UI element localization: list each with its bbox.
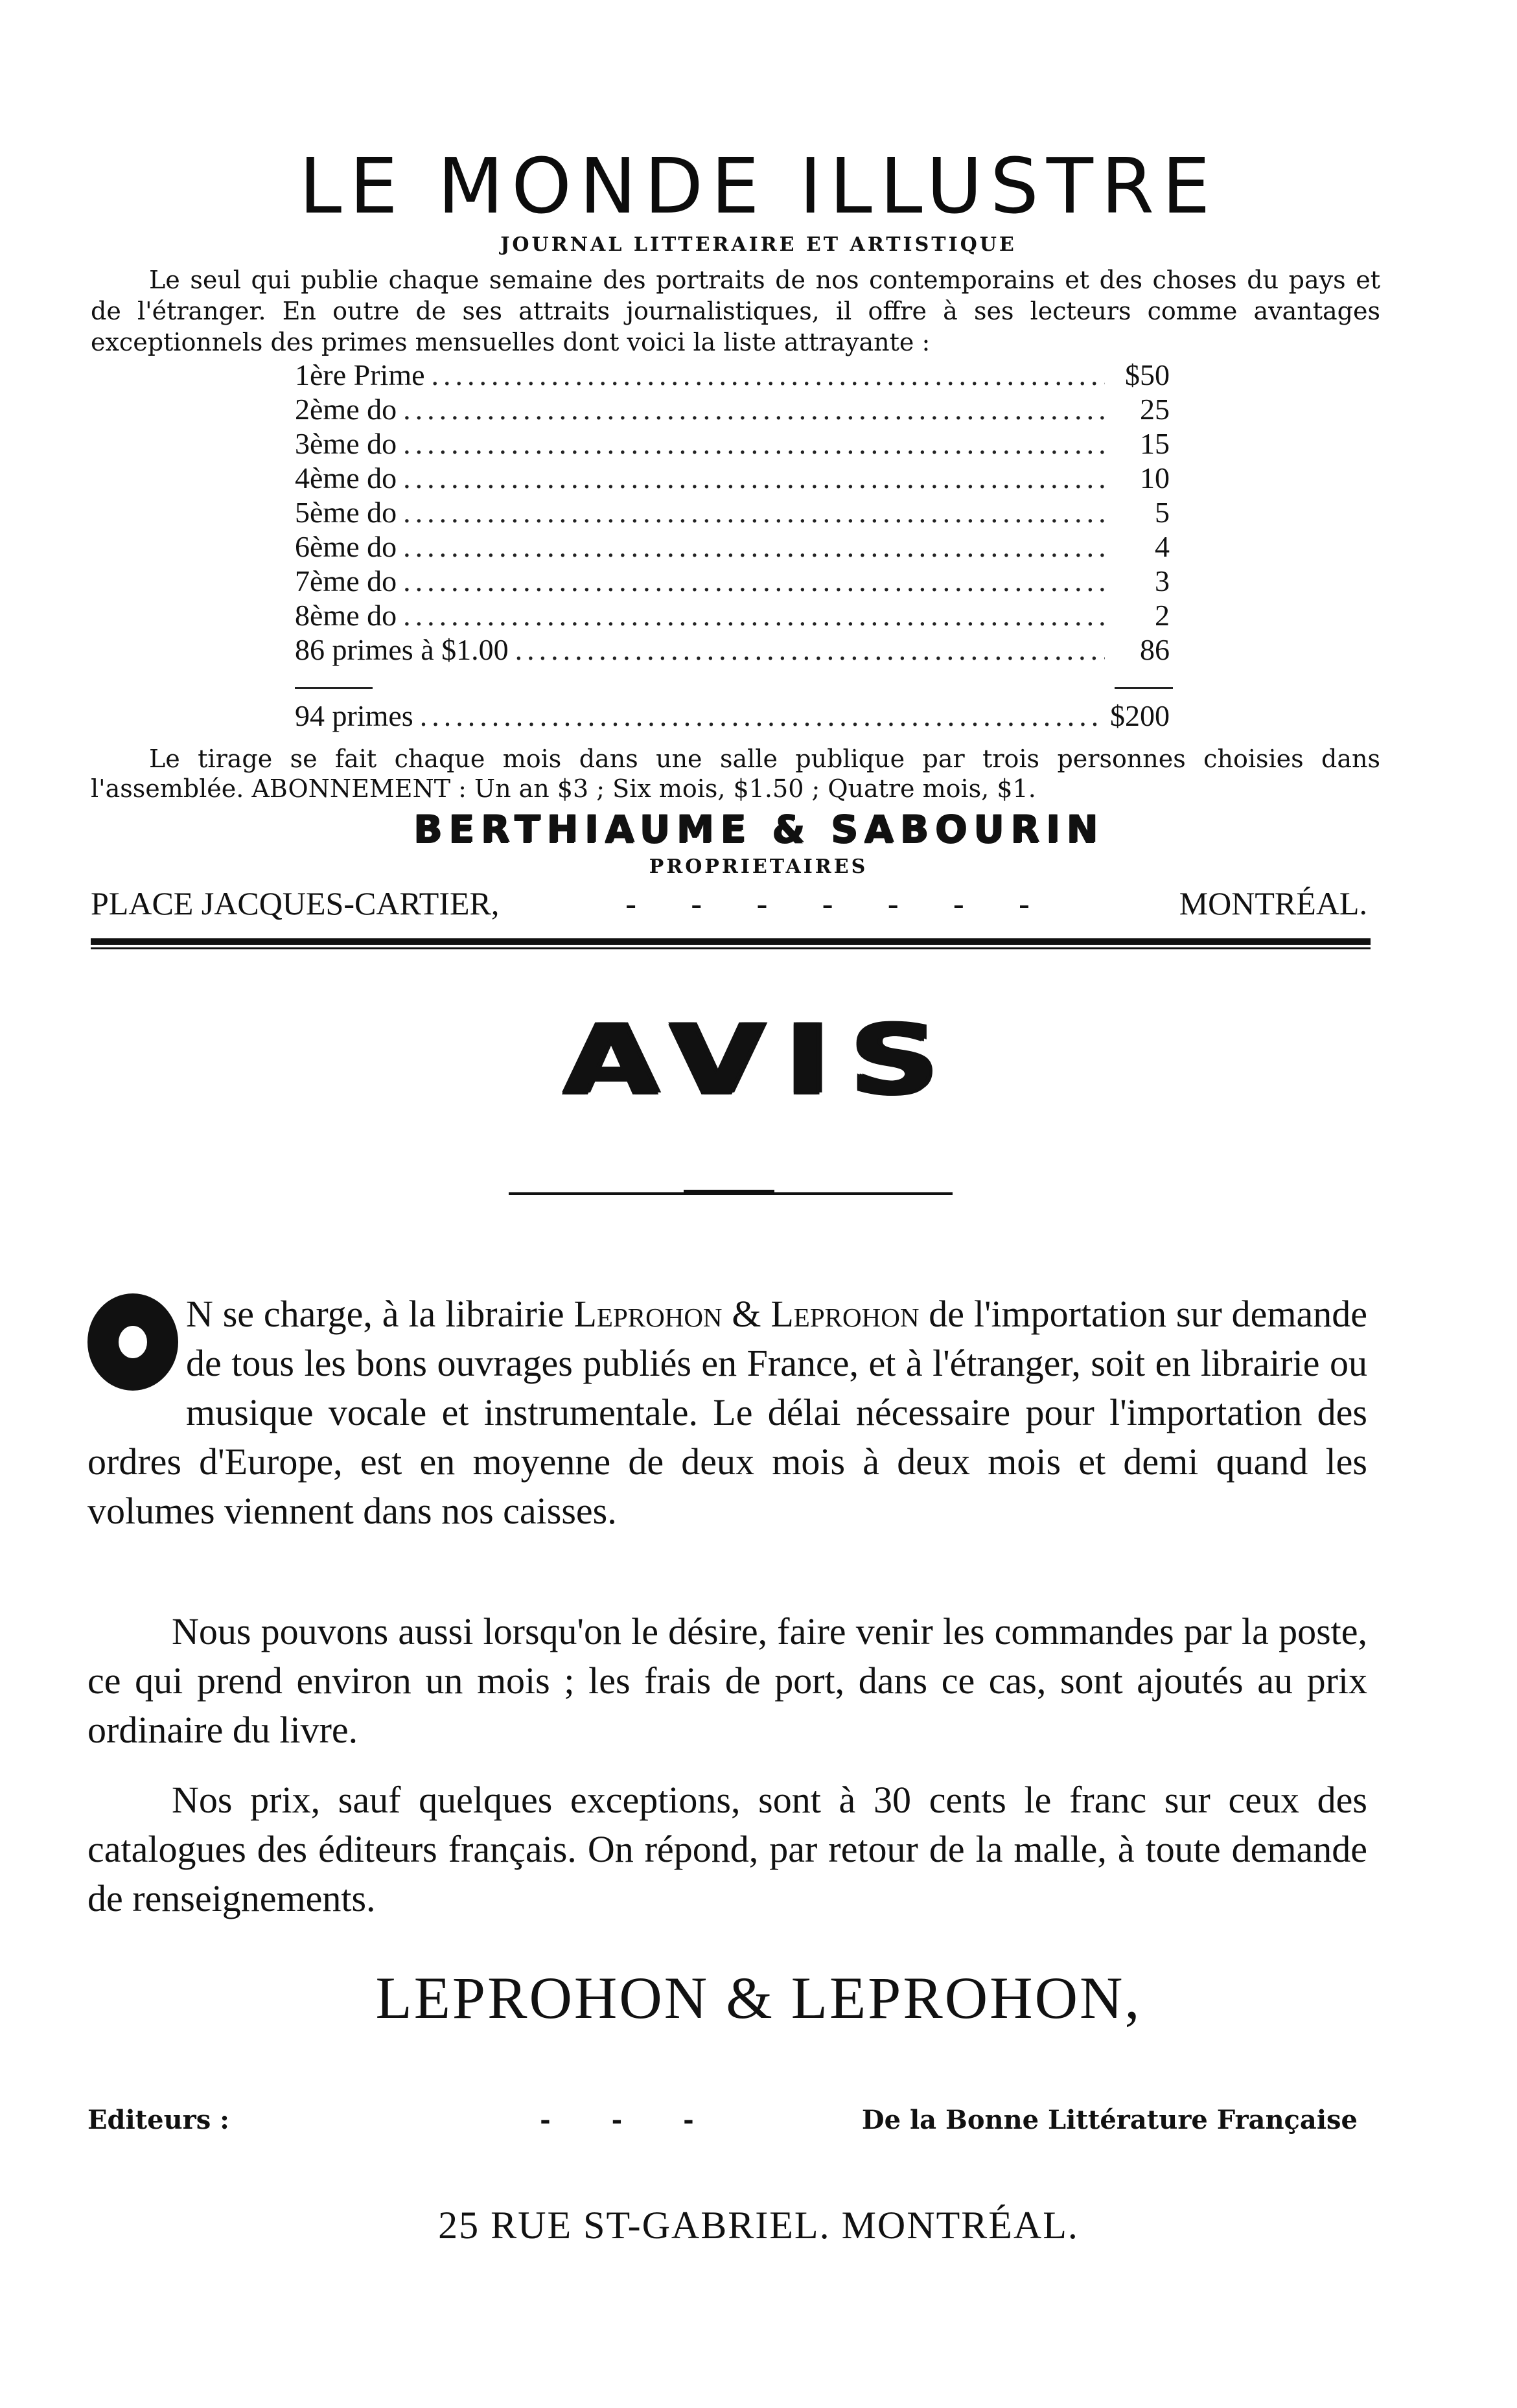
ad-place: PLACE JACQUES-CARTIER, xyxy=(91,885,500,921)
prize-label: 8ème do xyxy=(295,599,397,632)
prize-amount: 2 xyxy=(1155,599,1170,632)
prize-amount: 25 xyxy=(1140,393,1170,426)
notice-paragraph-1 xyxy=(87,1290,1367,1536)
dot-leader xyxy=(403,426,1105,461)
prize-row xyxy=(295,564,1170,598)
prize-label: 1ère Prime xyxy=(295,358,425,391)
prize-amount: 3 xyxy=(1155,564,1170,597)
prize-amount: $50 xyxy=(1125,358,1170,391)
section-divider-thick xyxy=(91,938,1371,947)
prize-row xyxy=(295,598,1170,632)
para1-rest: de l'importation sur demande de tous les bons ouvrages publiés en France, et à l'étranger, soit en librairie ou musique vocale et instrumentale. Le délai nécessaire pour l'importation des ordres d'Europe, est en moyenne de deux mois à deux mois et demi quand les volumes viennent dans nos caisses. xyxy=(87,1293,1368,1532)
editors-label: Editeurs : xyxy=(87,2105,229,2135)
prize-row xyxy=(295,358,1170,392)
dot-leader xyxy=(420,699,1104,733)
dot-leader xyxy=(403,392,1105,426)
ad-intro-paragraph: Le seul qui publie chaque semaine des portraits de nos contemporains et des choses du pays et de l'étranger. En outre de ses attraits journalistiques, il offre à ses lecteurs comme avantages exceptionnels des primes mensuelles dont voici la liste attrayante : xyxy=(91,266,1380,356)
prize-total-label: 94 primes xyxy=(295,699,413,732)
signature: LEPROHON & LEPROHON, xyxy=(375,1965,1142,2031)
dot-leader xyxy=(403,598,1105,632)
section-divider-thin xyxy=(91,947,1371,949)
avis-title: AVIS xyxy=(561,1003,956,1115)
editors-row xyxy=(87,2105,1358,2135)
dot-leader xyxy=(403,529,1105,564)
prize-amount: 4 xyxy=(1155,530,1170,563)
prize-label: 6ème do xyxy=(295,530,397,563)
notice-paragraph-2: Nous pouvons aussi lorsqu'on le désire, faire venir les commandes par la poste, ce qui prend environ un mois ; les frais de port, dans ce cas, sont ajoutés au prix ordinaire du livre. xyxy=(87,1610,1367,1751)
ad-subtitle: JOURNAL LITTERAIRE ET ARTISTIQUE xyxy=(500,233,1017,256)
editors-dashes: - - - xyxy=(540,2105,720,2135)
dot-leader xyxy=(403,495,1105,529)
prize-total xyxy=(295,699,1170,733)
notice-paragraph-3: Nos prix, sauf quelques exceptions, sont à 30 cents le franc sur ceux des catalogues des éditeurs français. On répond, par retour de la malle, à toute demande de renseignements. xyxy=(87,1779,1367,1919)
prize-row xyxy=(295,426,1170,461)
prize-label: 5ème do xyxy=(295,496,397,529)
prize-label: 4ème do xyxy=(295,461,397,494)
prize-row xyxy=(295,392,1170,426)
prize-amount: 86 xyxy=(1140,633,1170,666)
avis-rule-ornament xyxy=(684,1190,774,1195)
firm-name: Leprohon xyxy=(770,1293,920,1335)
ad-city: MONTRÉAL. xyxy=(1179,885,1367,921)
prize-row xyxy=(295,461,1170,495)
para1-start: N se charge, à la librairie xyxy=(186,1293,574,1335)
editors-tagline: De la Bonne Littérature Française xyxy=(861,2105,1358,2135)
dropcap-ornament xyxy=(87,1293,178,1391)
prize-total-amount: $200 xyxy=(1110,699,1170,732)
ad-title: LE MONDE ILLUSTRE xyxy=(299,141,1218,231)
ad-publishers-role: PROPRIETAIRES xyxy=(649,855,868,878)
prize-amount: 15 xyxy=(1140,427,1170,460)
prize-total-row xyxy=(295,699,1170,733)
prize-list xyxy=(295,358,1170,667)
prize-label: 3ème do xyxy=(295,427,397,460)
dot-leader xyxy=(515,632,1105,667)
prize-label: 2ème do xyxy=(295,393,397,426)
prize-row xyxy=(295,632,1170,667)
prize-amount: 10 xyxy=(1140,461,1170,494)
prize-label: 7ème do xyxy=(295,564,397,597)
dot-leader xyxy=(403,461,1105,495)
ad-dashes: - - - - - - - xyxy=(625,885,1053,921)
ampersand: & xyxy=(722,1293,771,1335)
ad-address-row xyxy=(91,885,1367,922)
firm-name: Leprohon xyxy=(573,1293,723,1335)
total-rule-left xyxy=(295,687,373,689)
prize-row xyxy=(295,495,1170,529)
total-rule-right xyxy=(1115,687,1173,689)
ad-publishers: BERTHIAUME & SABOURIN xyxy=(413,807,1104,851)
dot-leader xyxy=(432,358,1105,392)
prize-row xyxy=(295,529,1170,564)
prize-amount: 5 xyxy=(1155,496,1170,529)
prize-label: 86 primes à $1.00 xyxy=(295,633,509,666)
dot-leader xyxy=(403,564,1105,598)
address: 25 RUE ST-GABRIEL. MONTRÉAL. xyxy=(438,2204,1079,2247)
ad-subscription-notice: Le tirage se fait chaque mois dans une salle publique par trois personnes choisies dans l'assemblée. ABONNEMENT : Un an $3 ; Six mois, $1.50 ; Quatre mois, $1. xyxy=(91,745,1380,803)
